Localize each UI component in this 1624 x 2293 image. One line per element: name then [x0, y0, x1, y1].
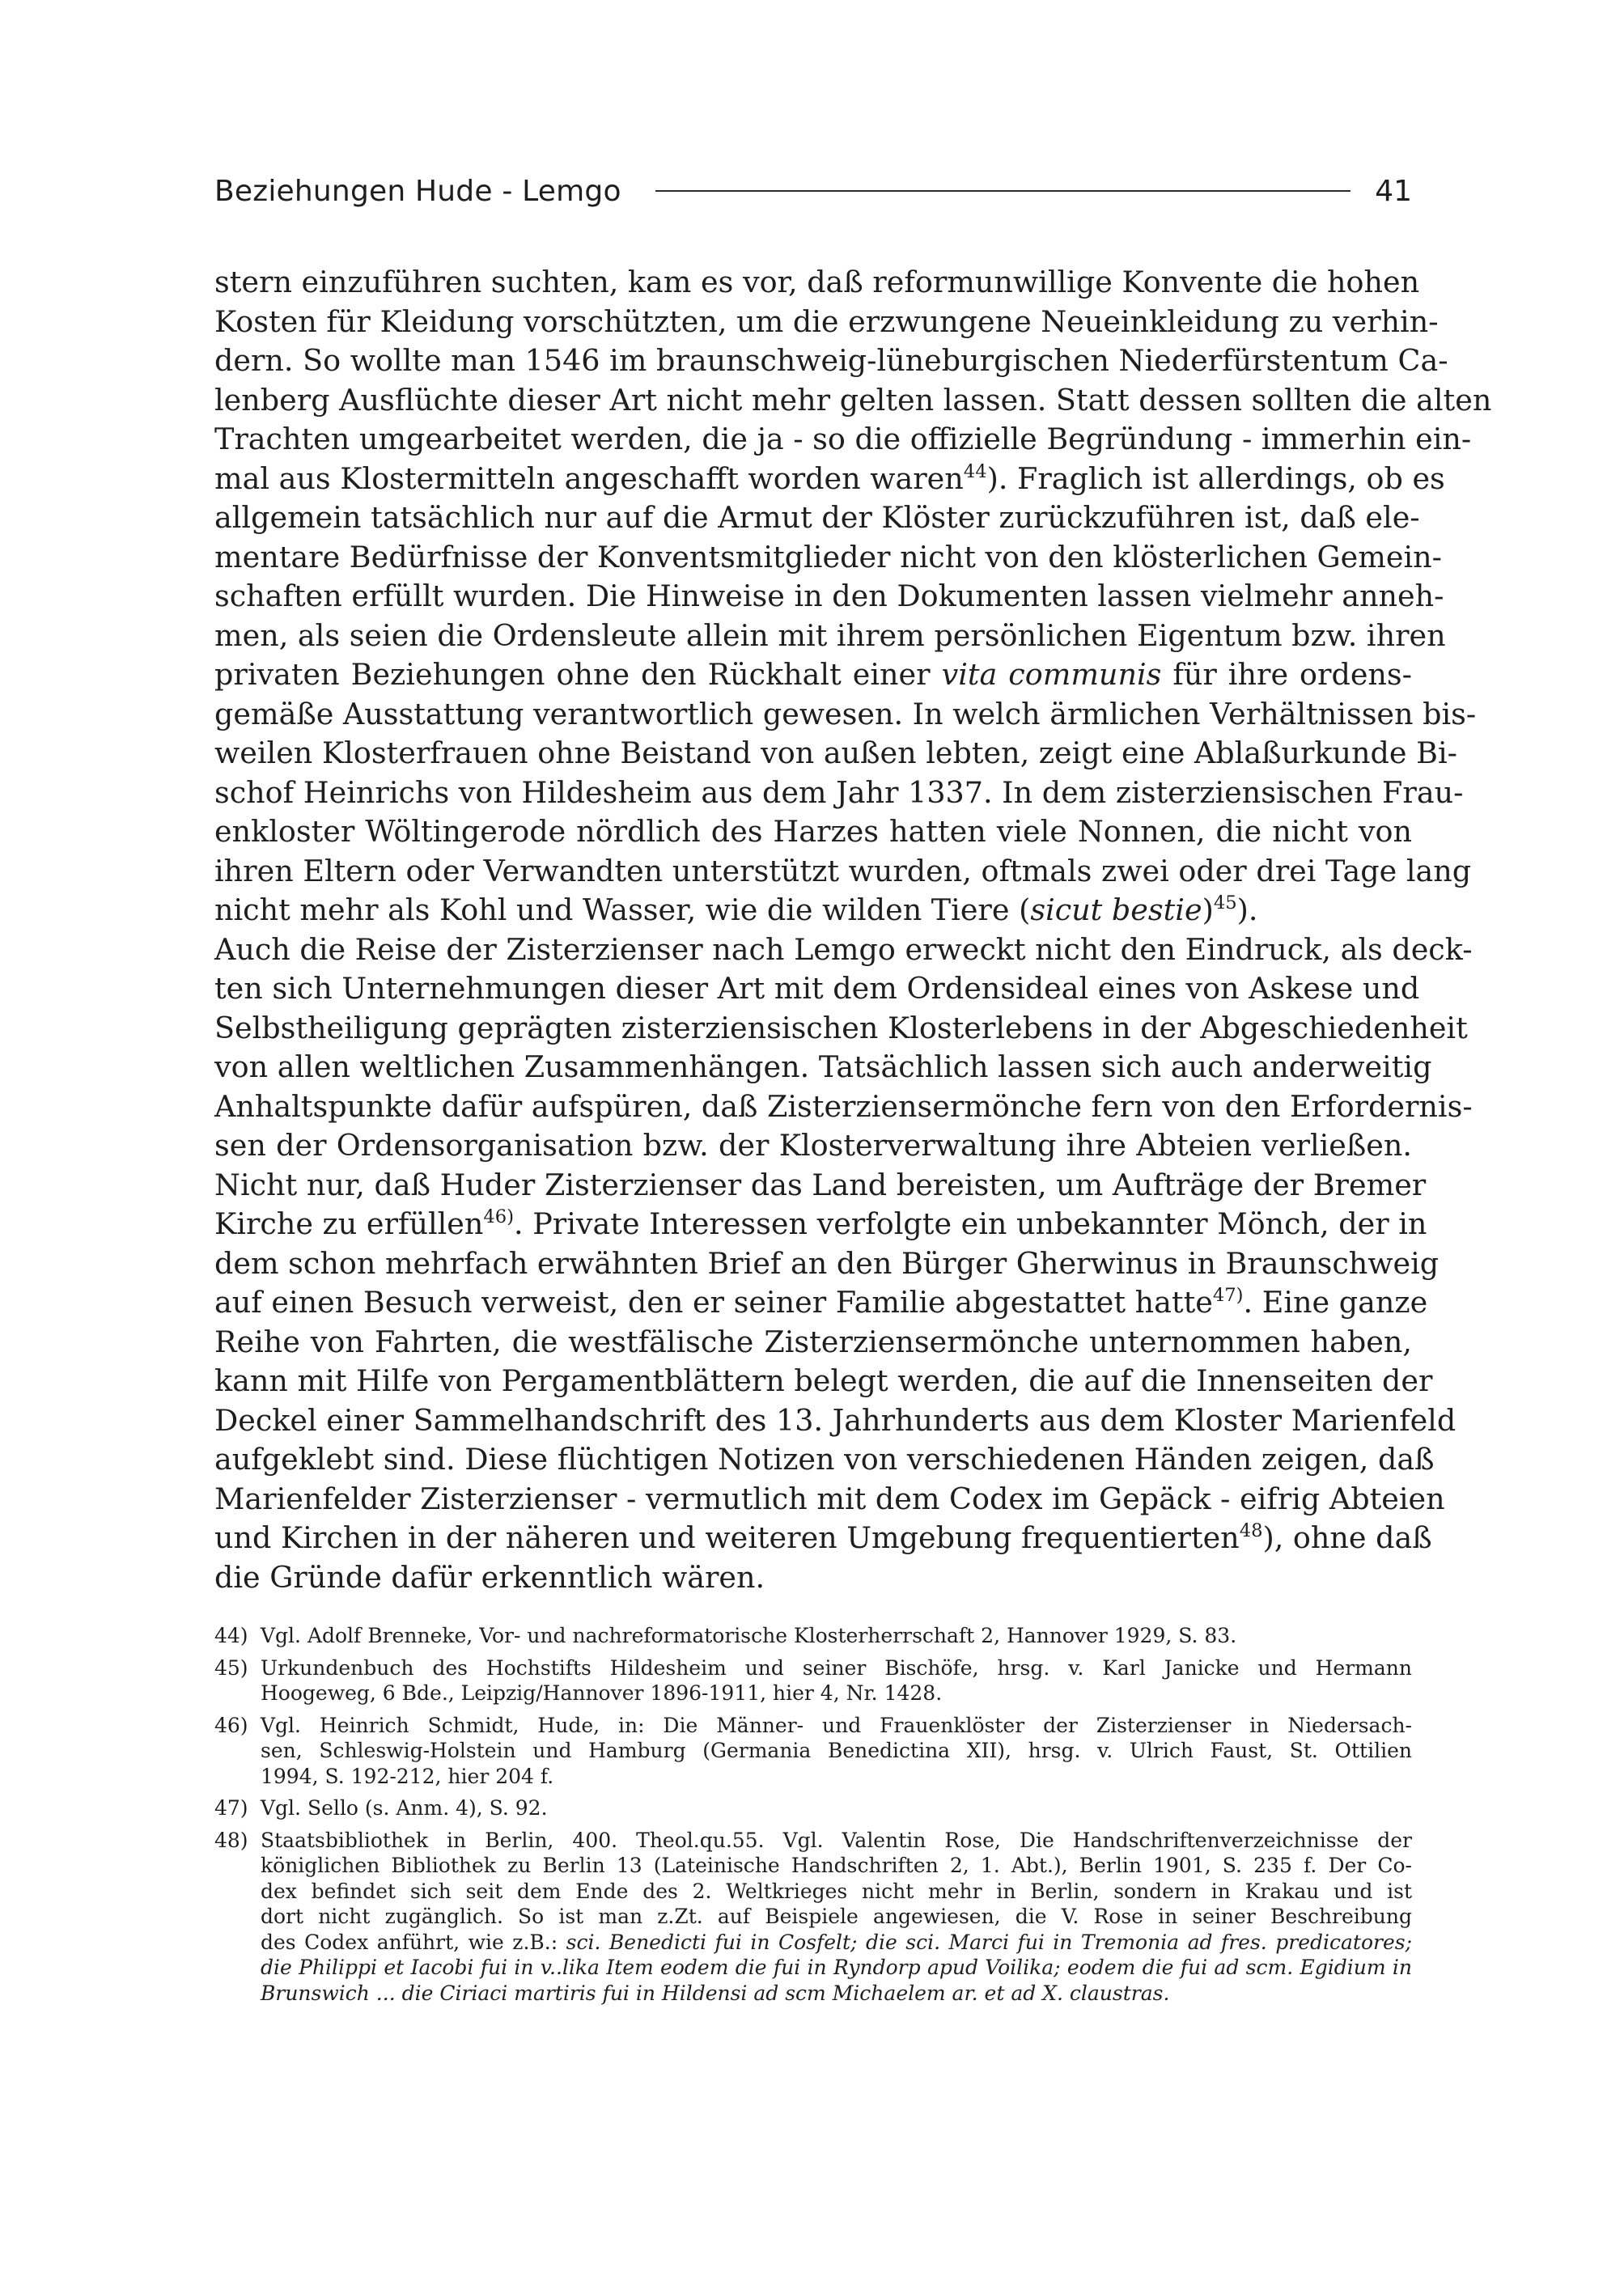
- line-text: Kosten für Kleidung vorschützten, um die erzwungene Neueinkleidung zu verhin-: [214, 303, 1439, 339]
- text-line: [214, 852, 1472, 892]
- line-text: nicht mehr als Kohl und Wasser, wie die wilden Tiere (: [214, 892, 1031, 927]
- text-line: [214, 655, 1412, 695]
- text-line: [214, 969, 1420, 1009]
- text-line: [214, 460, 1445, 499]
- line-text: Vgl. Heinrich Schmidt, Hude, in: Die Männer- und Frauenklöster der Zisterzienser in Niedersach-: [261, 1713, 1412, 1737]
- text-line: [214, 1009, 1468, 1049]
- text-line: [214, 1440, 1435, 1480]
- line-text: Staatsbibliothek in Berlin, 400. Theol.qu.55. Vgl. Valentin Rose, Die Handschriftenverzeichnisse der: [261, 1828, 1412, 1852]
- line-text: . Eine ganze: [1243, 1285, 1428, 1320]
- text-line: [214, 1362, 1433, 1401]
- text-line: [214, 263, 1420, 303]
- text-line: [214, 1048, 1432, 1087]
- italic-text: Brunswich ... die Ciriaci martiris fui in Hildensi ad scm Michaelem ar. et ad X. claustras.: [261, 1981, 1170, 2005]
- line-text: mentare Bedürfnisse der Konventsmitglieder nicht von den klösterlichen Gemein-: [214, 539, 1442, 574]
- footnote-reference: 45: [1213, 892, 1237, 913]
- line-text: Vgl. Adolf Brenneke, Vor- und nachreformatorische Klosterherrschaft 2, Hannover 1929, S. 83.: [261, 1624, 1237, 1647]
- footnotes: [214, 1623, 1412, 2012]
- line-text: Auch die Reise der Zisterzienser nach Lemgo erweckt nicht den Eindruck, als deck-: [214, 931, 1473, 967]
- page-number: 41: [1375, 174, 1412, 208]
- text-line: [214, 1126, 1412, 1166]
- line-text: weilen Klosterfrauen ohne Beistand von außen lebten, zeigt eine Ablaßurkunde Bi-: [214, 735, 1457, 770]
- footnote-line: [261, 1853, 1412, 1879]
- line-text: kann mit Hilfe von Pergamentblättern belegt werden, die auf die Innenseiten der: [214, 1363, 1433, 1398]
- footnote-text: [261, 1828, 1412, 2007]
- italic-text: sci. Benedicti fui in Cosfelt; die sci. Marci fui in Tremonia ad fres. predicatores;: [566, 1930, 1412, 1954]
- line-text: ).: [1236, 892, 1258, 927]
- footnote-line: [261, 1930, 1412, 1956]
- line-text: ). Fraglich ist allerdings, ob es: [986, 460, 1445, 496]
- text-line: [214, 577, 1444, 617]
- footnote: [214, 1828, 1412, 2007]
- text-line: [214, 1244, 1440, 1284]
- line-text: allgemein tatsächlich nur auf die Armut der Klöster zurückzuführen ist, daß ele-: [214, 500, 1420, 535]
- line-text: Nicht nur, daß Huder Zisterzienser das Land bereisten, um Aufträge der Bremer: [214, 1167, 1427, 1202]
- text-line: [214, 1401, 1457, 1441]
- running-head-title: Beziehungen Hude - Lemgo: [214, 174, 621, 208]
- line-text: Deckel einer Sammelhandschrift des 13. Jahrhunderts aus dem Kloster Marienfeld: [214, 1402, 1457, 1438]
- line-text: des Codex anführt, wie z.B.:: [261, 1930, 566, 1954]
- text-line: [214, 930, 1473, 970]
- footnote-number: 45): [214, 1655, 248, 1680]
- line-text: sen der Ordensorganisation bzw. der Klosterverwaltung ihre Abteien verließen.: [214, 1128, 1412, 1163]
- text-line: [214, 891, 1412, 930]
- line-text: dem schon mehrfach erwähnten Brief an den Bürger Gherwinus in Braunschweig: [214, 1245, 1440, 1281]
- line-text: schaften erfüllt wurden. Die Hinweise in den Dokumenten lassen vielmehr anneh-: [214, 579, 1444, 613]
- body-text: [214, 263, 1492, 1597]
- text-line: [214, 695, 1477, 735]
- text-line: [214, 1519, 1432, 1558]
- line-text: . Private Interessen verfolgte ein unbekannter Mönch, der in: [514, 1206, 1427, 1241]
- italic-text: vita communis: [941, 657, 1162, 692]
- text-line: [214, 341, 1448, 381]
- footnote-line: [261, 1828, 1412, 1854]
- footnote-line: [261, 1764, 1412, 1790]
- line-text: mal aus Klostermitteln angeschafft worden waren: [214, 460, 964, 496]
- footnote-text: [261, 1655, 1412, 1706]
- line-text: Trachten umgearbeitet werden, die ja - so die offizielle Begründung - immerhin ein-: [214, 422, 1472, 456]
- text-line: [214, 1323, 1412, 1363]
- italic-text: sicut bestie: [1030, 892, 1202, 927]
- line-text: schof Heinrichs von Hildesheim aus dem Jahr 1337. In dem zisterziensischen Frau-: [214, 774, 1464, 810]
- line-text: privaten Beziehungen ohne den Rückhalt einer: [214, 657, 942, 692]
- footnote-number: 47): [214, 1796, 248, 1820]
- line-text: ), ohne daß: [1262, 1520, 1432, 1555]
- text-line: [214, 1283, 1428, 1323]
- text-line: [214, 1205, 1427, 1244]
- line-text: men, als seien die Ordensleute allein mit ihrem persönlichen Eigentum bzw. ihren: [214, 617, 1446, 653]
- footnote-number: 44): [214, 1624, 248, 1647]
- footnote-line: [261, 1655, 1412, 1681]
- line-text: stern einzuführen suchten, kam es vor, daß reformunwillige Konvente die hohen: [214, 265, 1420, 299]
- text-line: [214, 420, 1472, 460]
- text-line: [214, 812, 1412, 852]
- line-text: 1994, S. 192-212, hier 204 f.: [261, 1764, 554, 1788]
- line-text: für ihre ordens-: [1161, 657, 1412, 692]
- line-text: Reihe von Fahrten, die westfälische Zisterziensermönche unternommen haben,: [214, 1324, 1412, 1359]
- line-text: dern. So wollte man 1546 im braunschweig-lüneburgischen Niederfürstentum Ca-: [214, 343, 1448, 378]
- line-text: und Kirchen in der näheren und weiteren Umgebung frequentierten: [214, 1520, 1240, 1555]
- footnote-number: 48): [214, 1828, 248, 1852]
- italic-text: die Philippi et Iacobi fui in v..lika Item eodem die fui in Ryndorp apud Voilika; eodem die fui ad scm. Egidium in: [261, 1956, 1412, 1979]
- footnote: [214, 1623, 1412, 1649]
- text-line: [214, 1087, 1473, 1127]
- footnote: [214, 1713, 1412, 1790]
- line-text: ): [1202, 892, 1214, 927]
- line-text: sen, Schleswig-Holstein und Hamburg (Germania Benedictina XII), hrsg. v. Ulrich Faust, St. Ottilien: [261, 1739, 1412, 1762]
- footnote-line: [261, 1681, 1412, 1706]
- line-text: Vgl. Sello (s. Anm. 4), S. 92.: [261, 1796, 548, 1820]
- text-line: [214, 1480, 1445, 1519]
- line-text: ten sich Unternehmungen dieser Art mit dem Ordensideal eines von Askese und: [214, 971, 1420, 1006]
- footnote-reference: 47): [1212, 1284, 1244, 1306]
- text-line: [214, 734, 1457, 774]
- footnote-text: [261, 1623, 1412, 1649]
- line-text: Kirche zu erfüllen: [214, 1206, 484, 1241]
- footnote-line: [261, 1713, 1412, 1739]
- footnote-line: [261, 1955, 1412, 1981]
- text-line: [214, 774, 1464, 813]
- footnote-reference: 46): [483, 1206, 515, 1227]
- text-line: [214, 498, 1420, 538]
- running-head-rule: [655, 190, 1351, 192]
- line-text: Hoogeweg, 6 Bde., Leipzig/Hannover 1896-1911, hier 4, Nr. 1428.: [261, 1681, 943, 1705]
- footnote-text: [261, 1713, 1412, 1790]
- footnote-line: [261, 1981, 1412, 2007]
- text-line: [214, 1166, 1427, 1206]
- footnote-line: [261, 1795, 1412, 1821]
- line-text: gemäße Ausstattung verantwortlich gewesen. In welch ärmlichen Verhältnissen bis-: [214, 696, 1477, 731]
- text-line: [214, 381, 1492, 421]
- footnote-line: [261, 1879, 1412, 1905]
- line-text: die Gründe dafür erkenntlich wären.: [214, 1559, 765, 1595]
- line-text: Marienfelder Zisterzienser - vermutlich mit dem Codex im Gepäck - eifrig Abteien: [214, 1481, 1445, 1516]
- text-line: [214, 1558, 1412, 1598]
- footnote: [214, 1795, 1412, 1821]
- running-head: [214, 168, 1412, 214]
- line-text: königlichen Bibliothek zu Berlin 13 (Lateinische Handschriften 2, 1. Abt.), Berlin 1901, S. 235 f. Der Co-: [261, 1854, 1412, 1877]
- line-text: Urkundenbuch des Hochstifts Hildesheim und seiner Bischöfe, hrsg. v. Karl Janicke und Hermann: [261, 1655, 1412, 1680]
- footnote-reference: 44: [963, 460, 987, 482]
- line-text: dex befindet sich seit dem Ende des 2. Weltkrieges nicht mehr in Berlin, sondern in Krakau und ist: [261, 1879, 1412, 1903]
- line-text: ihren Eltern oder Verwandten unterstützt wurden, oftmals zwei oder drei Tage lang: [214, 853, 1472, 888]
- line-text: lenberg Ausflüchte dieser Art nicht mehr gelten lassen. Statt dessen sollten die alten: [214, 382, 1492, 417]
- text-line: [214, 538, 1442, 578]
- footnote-line: [261, 1904, 1412, 1930]
- line-text: Anhaltspunkte dafür aufspüren, daß Zisterziensermönche fern von den Erfordernis-: [214, 1088, 1473, 1124]
- line-text: enkloster Wöltingerode nördlich des Harzes hatten viele Nonnen, die nicht von: [214, 814, 1412, 849]
- footnote-line: [261, 1623, 1412, 1649]
- footnote-number: 46): [214, 1713, 248, 1737]
- text-line: [214, 617, 1446, 656]
- line-text: aufgeklebt sind. Diese flüchtigen Notizen von verschiedenen Händen zeigen, daß: [214, 1442, 1435, 1477]
- line-text: Selbstheiligung geprägten zisterziensischen Klosterlebens in der Abgeschiedenheit: [214, 1010, 1468, 1045]
- line-text: von allen weltlichen Zusammenhängen. Tatsächlich lassen sich auch anderweitig: [214, 1049, 1432, 1084]
- text-line: [214, 303, 1439, 342]
- footnote: [214, 1655, 1412, 1706]
- footnote-line: [261, 1738, 1412, 1764]
- footnote-text: [261, 1795, 1412, 1821]
- footnote-reference: 48: [1239, 1519, 1263, 1541]
- line-text: dort nicht zugänglich. So ist man z.Zt. auf Beispiele angewiesen, die V. Rose in seiner Beschreibung: [261, 1905, 1412, 1928]
- line-text: auf einen Besuch verweist, den er seiner Familie abgestattet hatte: [214, 1285, 1213, 1320]
